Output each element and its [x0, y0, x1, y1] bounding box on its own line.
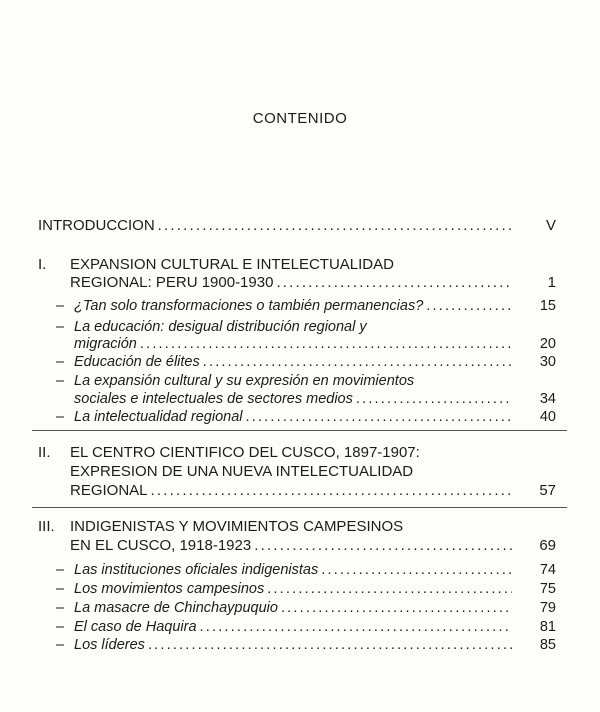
- section-title-line: REGIONAL: [70, 482, 148, 499]
- toc-subentry[interactable]: [38, 635, 556, 655]
- subentry-text: ¿Tan solo transformaciones o también permanencias?: [74, 298, 424, 314]
- toc-section-i-heading-cont[interactable]: [38, 273, 556, 293]
- toc-page-number: 85: [539, 637, 556, 653]
- dot-leader: [155, 216, 512, 236]
- dash-marker: –: [56, 373, 65, 389]
- toc-subentry[interactable]: [38, 352, 556, 372]
- toc-subentry[interactable]: [38, 407, 556, 427]
- dot-leader: [318, 560, 512, 580]
- toc-entry-introduccion[interactable]: [38, 216, 556, 236]
- toc-subentry[interactable]: [38, 296, 556, 316]
- toc-page-number: 40: [539, 409, 556, 425]
- dot-leader: [137, 334, 512, 354]
- toc-section-ii-heading-cont[interactable]: [38, 481, 556, 501]
- dash-marker: –: [56, 619, 65, 635]
- section-numeral: II.: [38, 444, 51, 461]
- toc-page-number: 81: [539, 619, 556, 635]
- section-title-line: INDIGENISTAS Y MOVIMIENTOS CAMPESINOS: [70, 518, 404, 535]
- dot-leader: [353, 389, 512, 409]
- subentry-text: Los líderes: [74, 637, 145, 653]
- dot-leader: [243, 407, 513, 427]
- dot-leader: [197, 617, 512, 637]
- dash-marker: –: [56, 409, 65, 425]
- section-numeral: III.: [38, 518, 55, 535]
- subentry-text: sociales e intelectuales de sectores medios: [74, 391, 353, 407]
- dot-leader: [148, 481, 512, 501]
- section-divider: [32, 507, 567, 508]
- toc-section-ii-heading[interactable]: [38, 443, 556, 463]
- toc-page-number: 15: [539, 298, 556, 314]
- toc-section-ii-heading-cont[interactable]: [38, 462, 556, 482]
- dot-leader: [251, 536, 512, 556]
- toc-page-number: 69: [539, 537, 556, 554]
- toc-subentry-cont[interactable]: [38, 389, 556, 409]
- toc-page-number: 57: [539, 482, 556, 499]
- dot-leader: [264, 579, 512, 599]
- toc-section-iii-heading[interactable]: [38, 517, 556, 537]
- toc-subentry[interactable]: [38, 598, 556, 618]
- toc-page-number: 30: [539, 354, 556, 370]
- dash-marker: –: [56, 581, 65, 597]
- section-title-line: REGIONAL: PERU 1900-1930: [70, 274, 274, 291]
- dot-leader: [278, 598, 512, 618]
- toc-section-iii-heading-cont[interactable]: [38, 536, 556, 556]
- subentry-text: La educación: desigual distribución regional y: [74, 319, 367, 335]
- dash-marker: –: [56, 298, 65, 314]
- toc-page-number: 20: [539, 336, 556, 352]
- subentry-text: Educación de élites: [74, 354, 200, 370]
- dash-marker: –: [56, 600, 65, 616]
- subentry-text: Las instituciones oficiales indigenistas: [74, 562, 319, 578]
- subentry-text: La intelectualidad regional: [74, 409, 243, 425]
- toc-subentry[interactable]: [38, 560, 556, 580]
- toc-page-number: 34: [539, 391, 556, 407]
- dash-marker: –: [56, 637, 65, 653]
- toc-page-number: 75: [539, 581, 556, 597]
- subentry-text: Los movimientos campesinos: [74, 581, 265, 597]
- toc-page-number: V: [545, 217, 556, 234]
- toc-section-i-heading[interactable]: [38, 255, 556, 275]
- subentry-text: La expansión cultural y su expresión en movimientos: [74, 373, 415, 389]
- dot-leader: [200, 352, 512, 372]
- page-title: CONTENIDO: [252, 110, 348, 127]
- dash-marker: –: [56, 354, 65, 370]
- toc-page-number: 1: [547, 274, 556, 291]
- dot-leader: [423, 296, 512, 316]
- subentry-text: El caso de Haquira: [74, 619, 197, 635]
- section-numeral: I.: [38, 256, 47, 273]
- toc-page-number: 74: [539, 562, 556, 578]
- section-title-line: EXPRESION DE UNA NUEVA INTELECTUALIDAD: [70, 463, 414, 480]
- toc-subentry[interactable]: [38, 371, 556, 391]
- section-title-line: EXPANSION CULTURAL E INTELECTUALIDAD: [70, 256, 394, 273]
- dot-leader: [273, 273, 512, 293]
- toc-subentry[interactable]: [38, 579, 556, 599]
- subentry-text: La masacre de Chinchaypuquio: [74, 600, 278, 616]
- toc-entry-label: INTRODUCCION: [38, 217, 155, 234]
- dash-marker: –: [56, 319, 65, 335]
- section-title-line: EN EL CUSCO, 1918-1923: [70, 537, 252, 554]
- dot-leader: [145, 635, 512, 655]
- subentry-text: migración: [74, 336, 137, 352]
- toc-page-number: 79: [539, 600, 556, 616]
- dash-marker: –: [56, 562, 65, 578]
- toc-subentry[interactable]: [38, 617, 556, 637]
- toc-subentry-cont[interactable]: [38, 334, 556, 354]
- section-divider: [32, 430, 567, 431]
- section-title-line: EL CENTRO CIENTIFICO DEL CUSCO, 1897-1907:: [70, 444, 420, 461]
